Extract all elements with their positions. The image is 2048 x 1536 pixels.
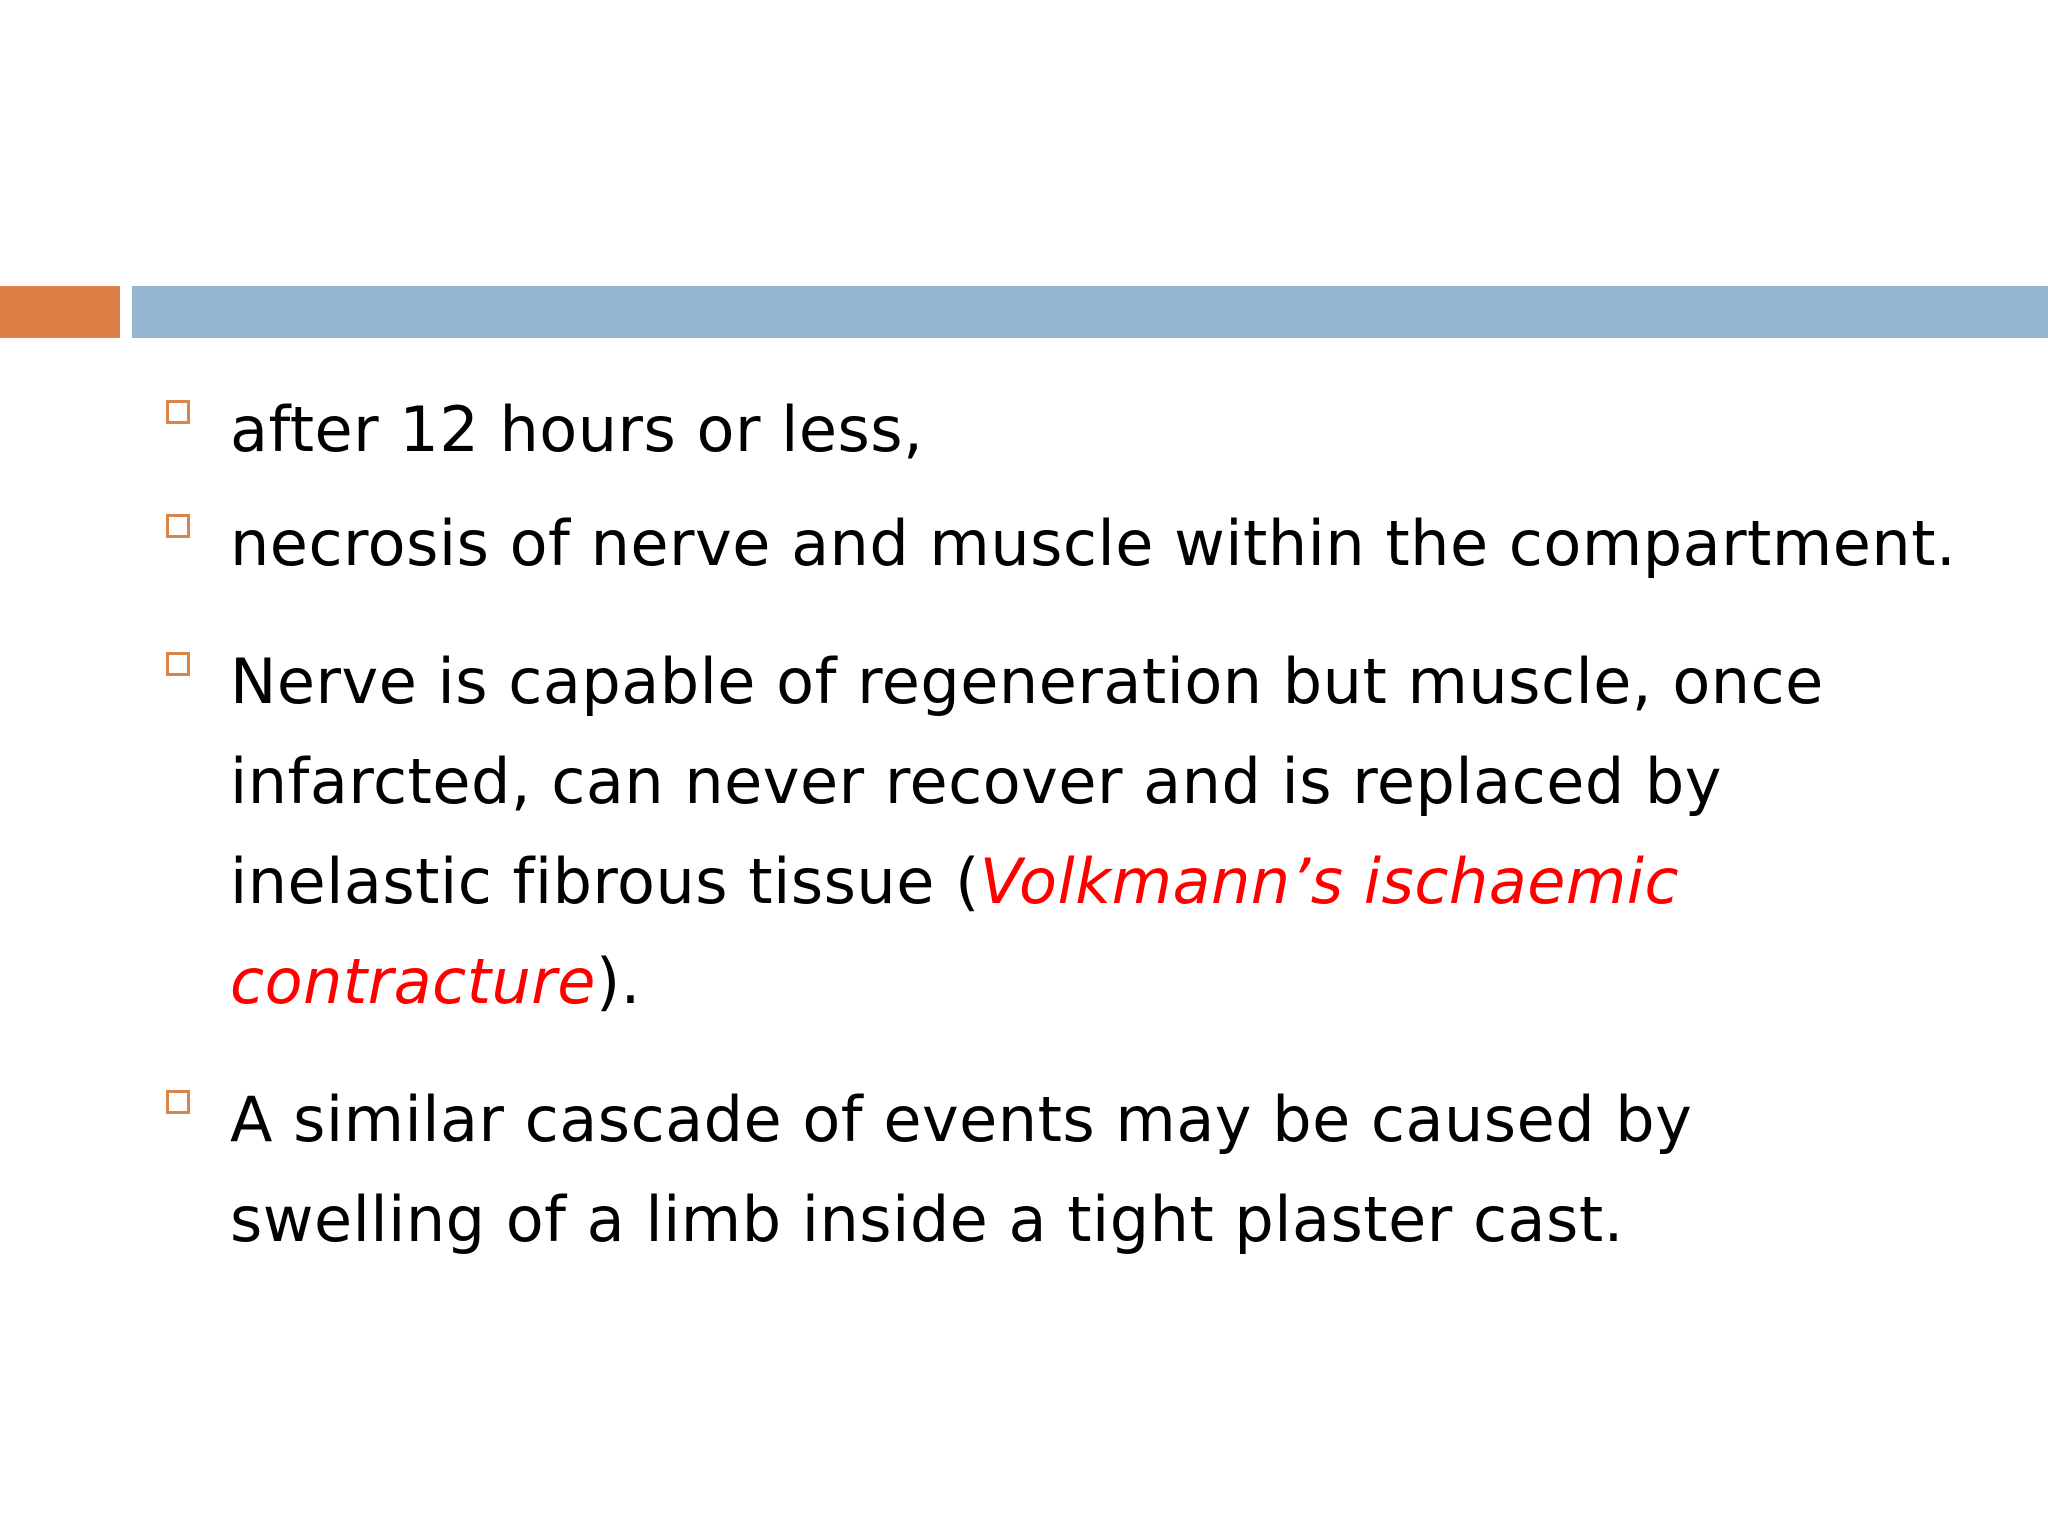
title-rule-bar bbox=[132, 286, 2048, 338]
highlighted-term: Volkmann’s ischaemic contracture bbox=[230, 845, 1680, 1018]
bullet-item bbox=[160, 1070, 1960, 1270]
bullet-text-end: ). bbox=[595, 945, 641, 1018]
bullet-text: A similar cascade of events may be caused by swelling of a limb inside a tight plaster cast. bbox=[230, 1083, 1693, 1256]
bullet-text: after 12 hours or less, bbox=[230, 393, 924, 466]
slide-body bbox=[160, 380, 1960, 1308]
square-bullet-icon bbox=[166, 652, 190, 676]
title-accent-bar bbox=[0, 286, 120, 338]
bullet-item bbox=[160, 632, 1960, 1032]
bullet-text: necrosis of nerve and muscle within the compartment. bbox=[230, 507, 1957, 580]
square-bullet-icon bbox=[166, 400, 190, 424]
bullet-text: Nerve is capable of regeneration but muscle, once infarcted, can never recover and is replaced by inelastic fibrous tissue ( bbox=[230, 645, 1824, 918]
square-bullet-icon bbox=[166, 1090, 190, 1114]
bullet-item bbox=[160, 494, 1960, 594]
bullet-item bbox=[160, 380, 1960, 480]
square-bullet-icon bbox=[166, 514, 190, 538]
